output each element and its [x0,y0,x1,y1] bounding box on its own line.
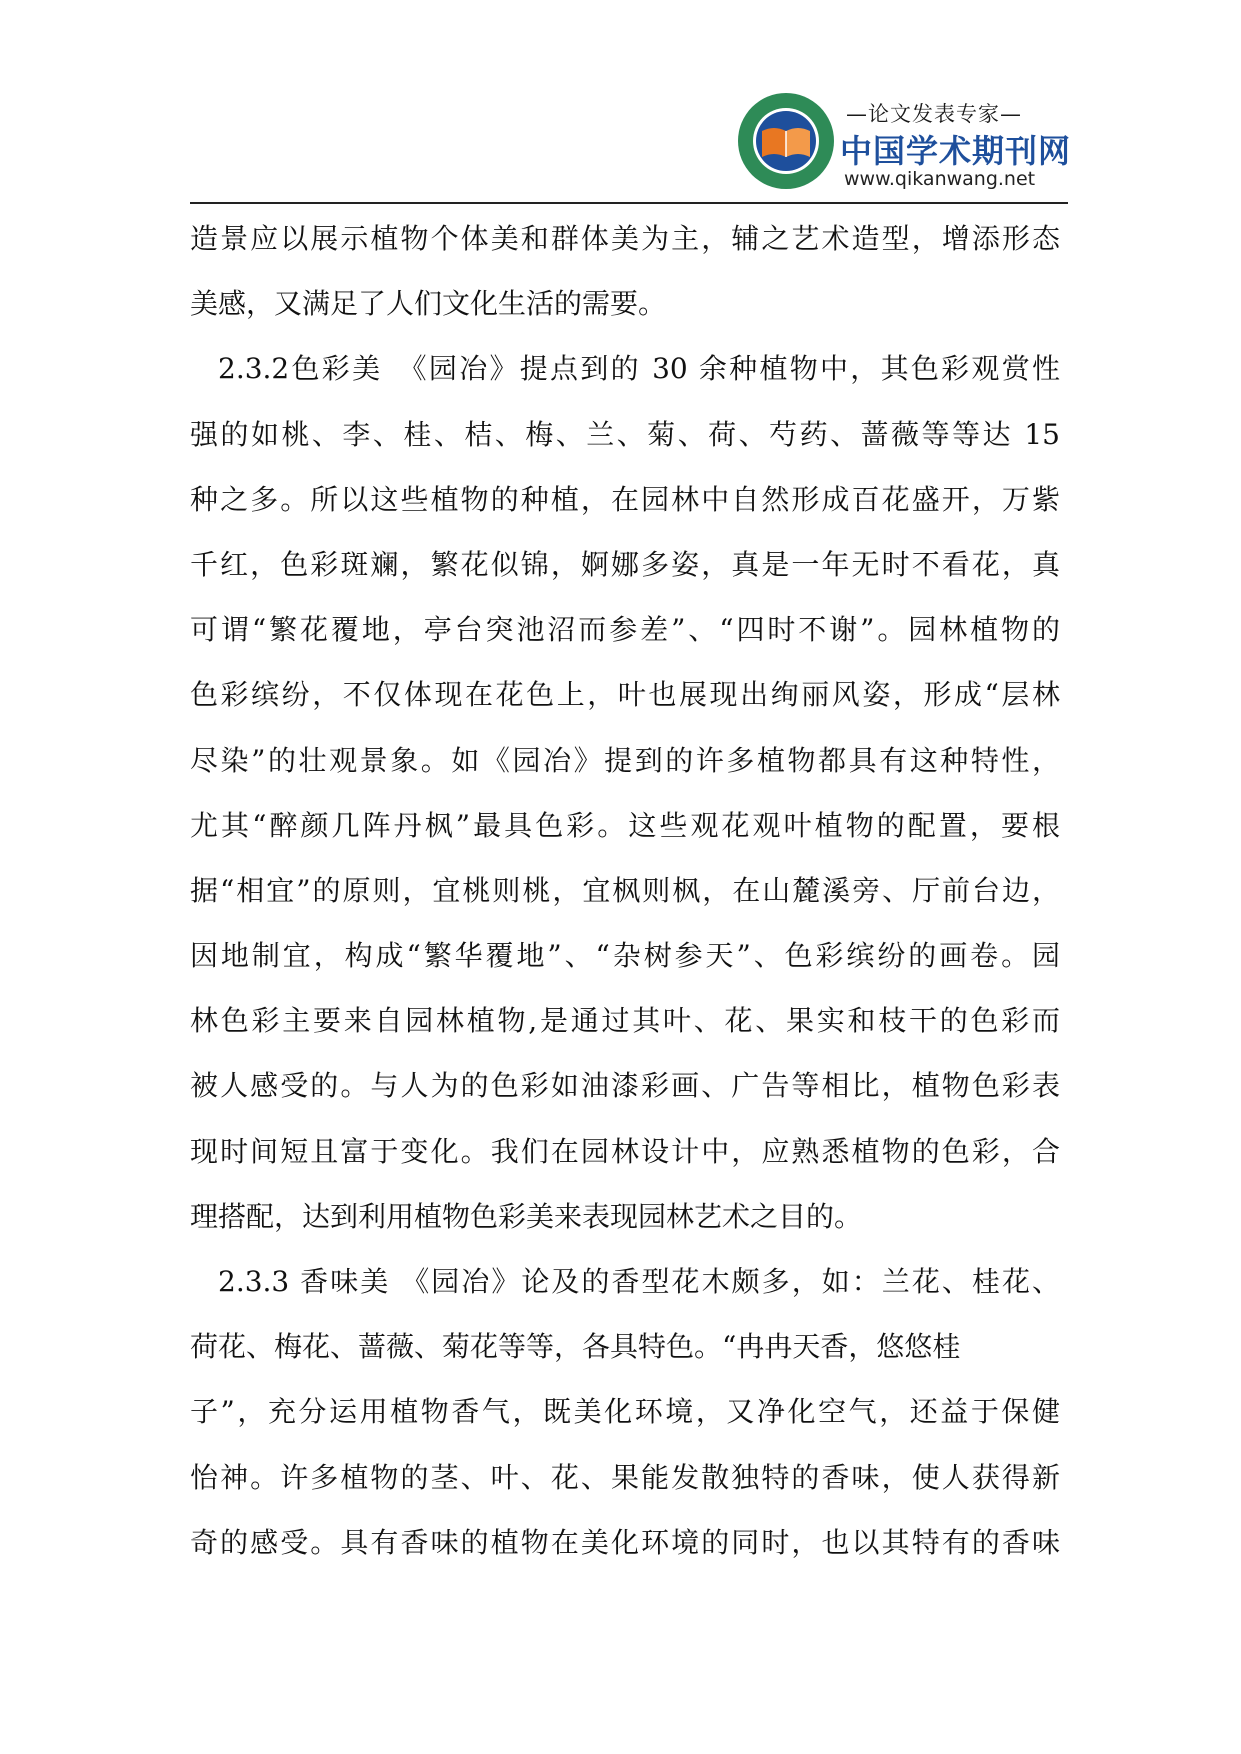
text-line: 理搭配，达到利用植物色彩美来表现园林艺术之目的。 [190,1199,863,1233]
text-line: 种之多。所以这些植物的种植，在园林中自然形成百花盛开，万紫 [190,482,1060,516]
document-body [190,206,1060,1575]
section-heading-line: 2.3.3 香味美 《园冶》论及的香型花木颇多，如：兰花、桂花、 [218,1265,1060,1298]
text-line: 据“相宜”的原则，宜桃则桃，宜枫则枫，在山麓溪旁、厅前台边， [190,873,1060,907]
logo-url: www.qikanwang.net [844,168,1036,190]
text-line: 怡神。许多植物的茎、叶、花、果能发散独特的香味，使人获得新 [190,1460,1060,1494]
text-line: 可谓“繁花覆地，亭台突池沼而参差”、“四时不谢”。园林植物的 [190,613,1060,647]
text-line: 子”，充分运用植物香气，既美化环境，又净化空气，还益于保健 [190,1395,1060,1429]
text-line: 千红，色彩斑斓，繁花似锦，婀娜多姿，真是一年无时不看花，真 [190,547,1060,581]
text-line: 荷花、梅花、蔷薇、菊花等等，各具特色。“冉冉天香，悠悠桂 [190,1330,961,1364]
text-line: 尤其“醉颜几阵丹枫”最具色彩。这些观花观叶植物的配置，要根 [190,808,1060,842]
text-line: 被人感受的。与人为的色彩如油漆彩画、广告等相比，植物色彩表 [190,1069,1060,1103]
text-line: 因地制宜，构成“繁华覆地”、“杂树参天”、色彩缤纷的画卷。园 [190,939,1060,973]
text-line: 尽染”的壮观景象。如《园冶》提到的许多植物都具有这种特性， [190,743,1060,777]
text-line: 现时间短且富于变化。我们在园林设计中，应熟悉植物的色彩，合 [190,1134,1060,1168]
logo-seal-icon [736,91,836,191]
text-line: 色彩缤纷，不仅体现在花色上，叶也展现出绚丽风姿，形成“层林 [190,678,1060,712]
text-line: 造景应以展示植物个体美和群体美为主，辅之艺术造型，增添形态 [190,222,1060,255]
site-logo [736,86,1072,198]
text-line: 强的如桃、李、桂、桔、梅、兰、菊、荷、芍药、蔷薇等等达 15 [190,417,1060,451]
logo-slogan: —论文发表专家— [846,102,1022,126]
text-line: 奇的感受。具有香味的植物在美化环境的同时，也以其特有的香味 [190,1525,1060,1559]
logo-title: 中国学术期刊网 [840,132,1072,170]
section-heading-line: 2.3.2色彩美 《园冶》提点到的 30 余种植物中，其色彩观赏性 [218,352,1060,386]
page-header [190,86,1072,206]
text-line: 美感，又满足了人们文化生活的需要。 [190,287,667,321]
header-divider [190,202,1068,204]
text-line: 林色彩主要来自园林植物,是通过其叶、花、果实和枝干的色彩而 [190,1004,1060,1038]
